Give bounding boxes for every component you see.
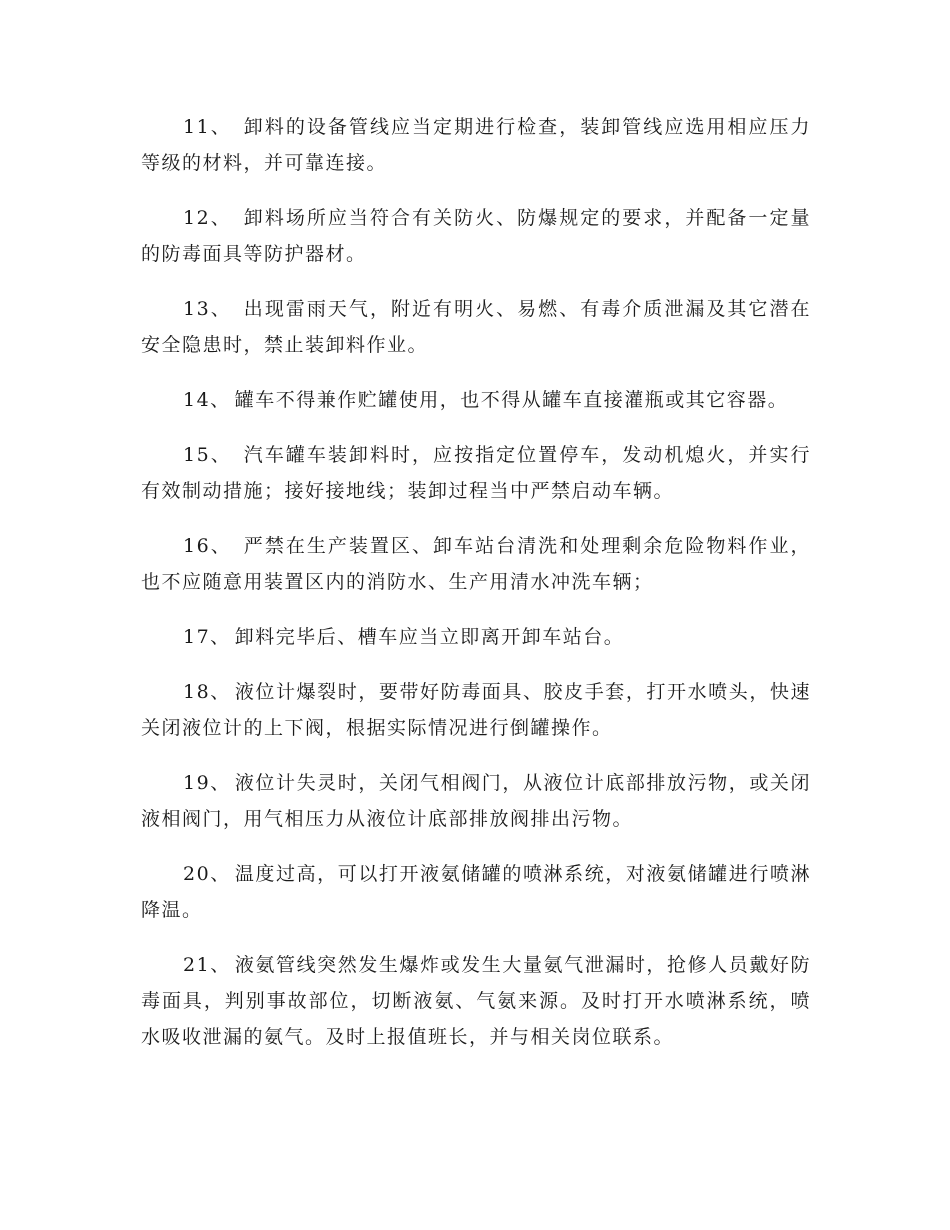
- paragraph-text: 卸料完毕后、槽车应当立即离开卸车站台。: [234, 626, 625, 648]
- paragraph-text: 出现雷雨天气，附近有明火、易燃、有毒介质泄漏及其它潜在安全隐患时，禁止装卸料作业。: [141, 298, 811, 356]
- paragraph-text: 卸料场所应当符合有关防火、防爆规定的要求，并配备一定量的防毒面具等防护器材。: [141, 207, 811, 265]
- paragraph-number: 13、: [183, 298, 232, 320]
- paragraph-14: [141, 382, 811, 418]
- paragraph-21: [141, 947, 811, 1055]
- document-body: [141, 109, 811, 1074]
- paragraph-text: 液位计失灵时，关闭气相阀门，从液位计底部排放污物，或关闭液相阀门，用气相压力从液位计底部排放阀排出污物。: [141, 772, 811, 830]
- paragraph-17: [141, 619, 811, 655]
- paragraph-text: 液氨管线突然发生爆炸或发生大量氨气泄漏时，抢修人员戴好防毒面具，判别事故部位，切断液氨、气氨来源。及时打开水喷淋系统，喷水吸收泄漏的氨气。及时上报值班长，并与相关岗位联系。: [141, 954, 811, 1048]
- paragraph-number: 21、: [183, 954, 231, 976]
- paragraph-number: 14、: [183, 389, 231, 411]
- paragraph-number: 20、: [183, 863, 231, 885]
- paragraph-11: [141, 109, 811, 181]
- paragraph-number: 18、: [183, 681, 231, 703]
- paragraph-12: [141, 200, 811, 272]
- paragraph-18: [141, 674, 811, 746]
- paragraph-number: 16、: [183, 535, 232, 557]
- paragraph-number: 12、: [183, 207, 232, 229]
- paragraph-number: 11、: [183, 116, 232, 138]
- paragraph-text: 液位计爆裂时，要带好防毒面具、胶皮手套，打开水喷头，快速关闭液位计的上下阀，根据实际情况进行倒罐操作。: [141, 681, 811, 739]
- paragraph-15: [141, 437, 811, 509]
- paragraph-20: [141, 856, 811, 928]
- paragraph-16: [141, 528, 811, 600]
- paragraph-number: 19、: [183, 772, 231, 794]
- paragraph-text: 罐车不得兼作贮罐使用，也不得从罐车直接灌瓶或其它容器。: [234, 389, 789, 411]
- paragraph-text: 温度过高，可以打开液氨储罐的喷淋系统，对液氨储罐进行喷淋降温。: [141, 863, 811, 921]
- paragraph-text: 严禁在生产装置区、卸车站台清洗和处理剩余危险物料作业，也不应随意用装置区内的消防水、生产用清水冲洗车辆；: [141, 535, 811, 593]
- paragraph-13: [141, 291, 811, 363]
- paragraph-text: 汽车罐车装卸料时，应按指定位置停车，发动机熄火，并实行有效制动措施；接好接地线；装卸过程当中严禁启动车辆。: [141, 444, 811, 502]
- paragraph-number: 17、: [183, 626, 231, 648]
- paragraph-19: [141, 765, 811, 837]
- paragraph-text: 卸料的设备管线应当定期进行检查，装卸管线应选用相应压力等级的材料，并可靠连接。: [141, 116, 811, 174]
- paragraph-number: 15、: [183, 444, 232, 466]
